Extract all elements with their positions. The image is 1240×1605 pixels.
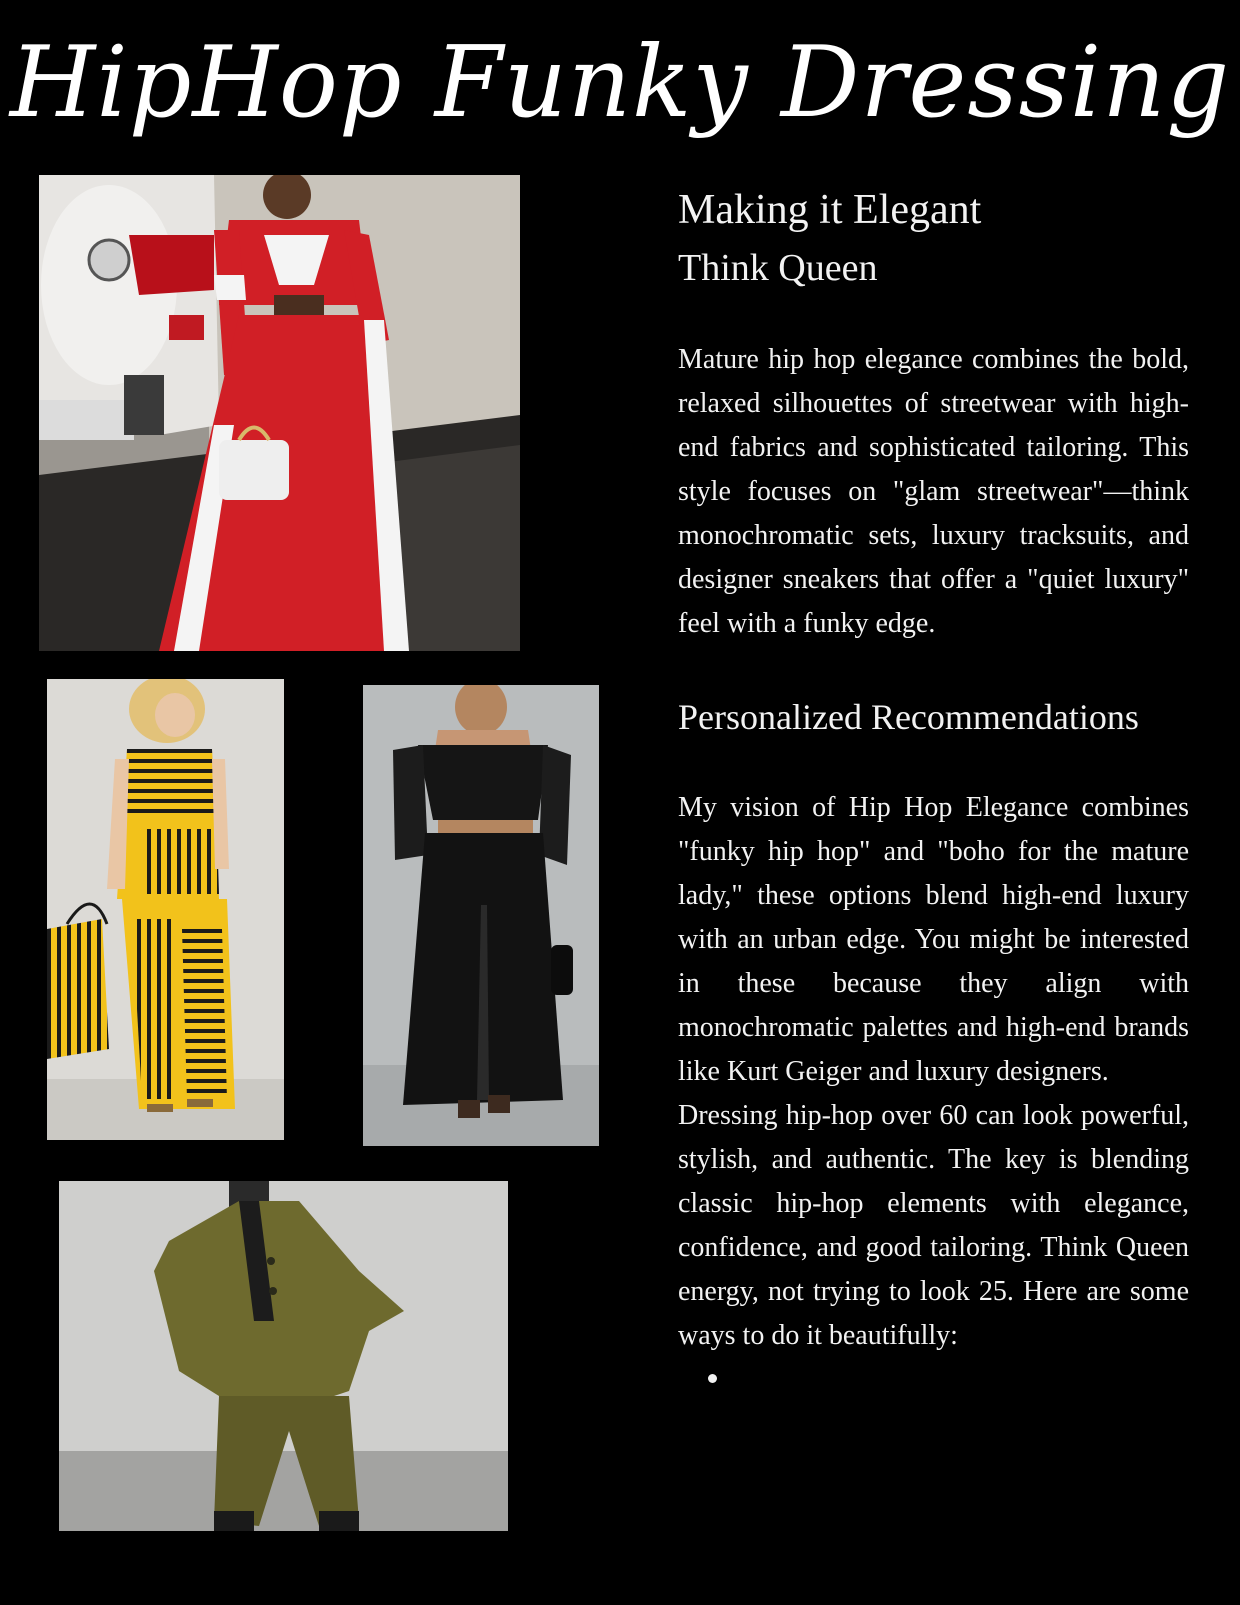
olive-outfit-illustration — [59, 1181, 508, 1531]
recommendations-paragraph: My vision of Hip Hop Elegance combines "funky hip hop" and "boho for the mature lady," these options blend high-end luxury with an urban edge. You might be interested in these because they align with monochromatic palettes and high-end brands like Kurt Geiger and luxury designers. — [678, 792, 1189, 1087]
photo-yellow-striped-outfit — [47, 679, 284, 1140]
yellow-outfit-illustration — [47, 679, 284, 1140]
photo-olive-oversized-outfit — [59, 1181, 508, 1531]
photo-red-track-outfit — [39, 175, 520, 651]
heading-think-queen: Think Queen — [678, 247, 878, 289]
article-text-column — [678, 182, 1189, 1402]
red-outfit-illustration — [39, 175, 520, 651]
photo-black-linen-outfit — [363, 685, 599, 1146]
heading-personalized-recommendations: Personalized Recommendations — [678, 697, 1139, 737]
page-title: HipHop Funky Dressing — [9, 26, 1231, 140]
over-60-paragraph: Dressing hip-hop over 60 can look powerful, stylish, and authentic. The key is blending classic hip-hop elements with elegance, confidence, and good tailoring. Think Queen energy, not trying to look 25. Here are some ways to do it beautifully: — [678, 1100, 1189, 1351]
list-item — [708, 1358, 1189, 1402]
intro-paragraph: Mature hip hop elegance combines the bold, relaxed silhouettes of streetwear with high-end fabrics and sophisticated tailoring. This style focuses on "glam streetwear"—think monochromatic sets, luxury tracksuits, and designer sneakers that offer a "quiet luxury" feel with a funky edge. — [678, 344, 1189, 639]
heading-making-it-elegant: Making it Elegant — [678, 187, 982, 233]
black-outfit-illustration — [363, 685, 599, 1146]
tips-list — [678, 1358, 1189, 1402]
